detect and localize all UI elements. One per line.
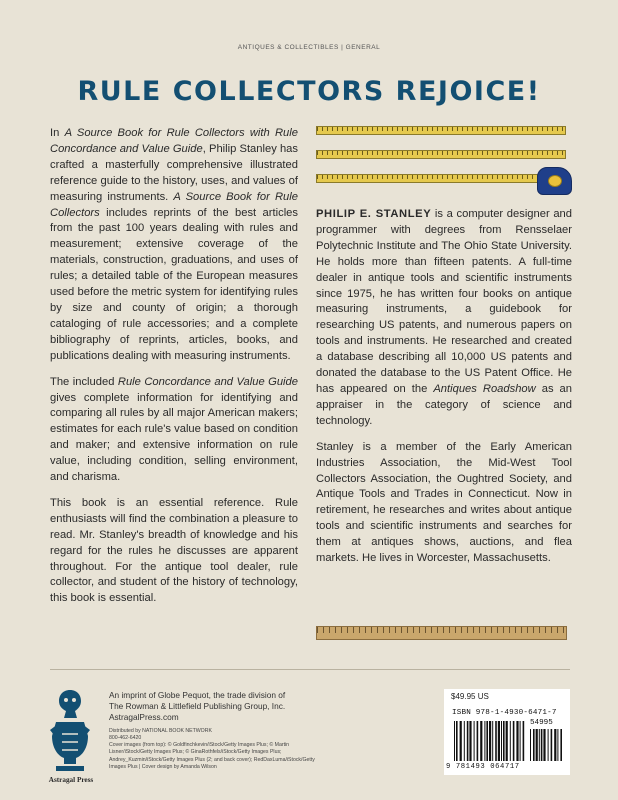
p1-text-a: In (50, 127, 65, 139)
tape-measure-1 (316, 126, 566, 135)
imprint-line-1: An imprint of Globe Pequot, the trade division of (109, 690, 286, 700)
bio1-text-a: is a computer designer and programmer with degrees from Rensselaer Polytechnic Institute and The Ohio State University. He holds more than fifteen patents. A full-time dealer in antique tools and scientific instruments since 1975, he has written four books on antique measuring instruments, a guidebook for researching US patents, and numerous papers on tools and instruments. He researched and created a database describing all 10,000 US patents and donated the database to the US Patent Office. He has appeared on the (316, 208, 572, 395)
barcode-bar (474, 721, 475, 761)
ean-barcode-icon (454, 721, 526, 761)
footer-divider (50, 669, 570, 670)
distributor: Distributed by NATIONAL BOOK NETWORK (109, 728, 212, 734)
barcode-bar (480, 721, 482, 761)
tape-case-knob (548, 175, 562, 187)
price-addon-code: 54995 (530, 719, 553, 727)
barcode-bar (501, 721, 502, 761)
barcode-bar (489, 721, 491, 761)
cover-credits: Cover images (from top): © Goldfinchkevin/iStock/Getty Images Plus; © Martin Lisner/iStock/Getty Images Plus; © GinaRothfels/iStock/Getty Images Plus; Andrey_Kuzmin/iStock/Getty Images Plus (2; and back cover); RedDaxLuma/iStock/Getty Images Plus | Cover design by Amanda Wilson (109, 742, 315, 771)
left-column (50, 126, 298, 617)
barcode-bar (477, 721, 479, 761)
distributor-phone: 800-462-6420 (109, 735, 142, 741)
author-bio-paragraph-2: Stanley is a member of the Early American Industries Association, the Mid-West Tool Collectors Association, the Oughtred Society, and Antique Tools and Trades in Connecticut. Now in retirement, he researches and writes about antique tools and scientific instruments and searches for them at antiques shows, auctions, and flea markets. He lives in Worcester, Massachusetts. (316, 440, 572, 565)
barcode-bar (520, 721, 521, 761)
bio1-text-c: as an appraiser in the category of science and technology. (316, 382, 572, 427)
p2-text-c: gives complete information for identifying and comparing all rules by all major American makers; estimates for each rule's value based on condition and maker; and extensive information on rule value, including condition, selling environment, and charisma. (50, 391, 298, 484)
barcode-bar (506, 721, 508, 761)
p2-guide-title: Rule Concordance and Value Guide (117, 375, 298, 388)
p2-text-a: The included (50, 375, 118, 388)
barcode-bar (495, 721, 497, 761)
barcode-bar (456, 721, 458, 761)
barcode-box (444, 689, 570, 775)
barcode-bar (516, 721, 518, 761)
barcode-bar (498, 721, 500, 761)
barcode-bar (548, 729, 549, 761)
barcode-digits: 9 781493 064717 (446, 763, 520, 771)
barcode-bar (557, 729, 558, 761)
bio1-show-title: Antiques Roadshow (433, 382, 536, 395)
barcode-bar (536, 729, 538, 761)
barcode-bar (539, 729, 540, 761)
addon-barcode-icon (530, 729, 564, 761)
author-bio-paragraph-1 (316, 207, 572, 430)
tape-measure-3 (316, 174, 542, 183)
imprint-block (109, 690, 339, 723)
barcode-bar (492, 721, 493, 761)
right-column (316, 207, 572, 577)
barcode-bar (467, 721, 469, 761)
barcode-bar (464, 721, 465, 761)
barcode-bar (454, 721, 455, 761)
p1-book-title-short: A Source Book for Rule Collectors (50, 190, 298, 219)
p1-text-c: , Philip Stanley has crafted a masterfully comprehensive illustrated reference guide to the history, uses, and values of measuring instruments. (50, 142, 298, 203)
logo-caption: Astragal Press (48, 776, 94, 784)
barcode-bar (560, 729, 562, 761)
barcode-bar (484, 721, 485, 761)
barcode-bar (533, 729, 535, 761)
barcode-bar (530, 729, 531, 761)
description-paragraph-3: This book is an essential reference. Rule enthusiasts will find the combination a pleasure to read. Mr. Stanley's breadth of knowledge and his regard for the rules he discusses are apparent throughout. For the antique tool dealer, rule collector, and student of the history of technology, this book is essential. (50, 496, 298, 605)
price: $49.95 US (451, 692, 489, 701)
category-label: ANTIQUES & COLLECTIBLES | GENERAL (237, 44, 381, 51)
barcode-bar (541, 729, 543, 761)
barcode-bar (486, 721, 488, 761)
barcode-bar (551, 729, 553, 761)
barcode-bar (523, 721, 525, 761)
p1-book-title: A Source Book for Rule Collectors with Rule Concordance and Value Guide (50, 127, 298, 155)
barcode-bar (513, 721, 515, 761)
description-paragraph-2 (50, 375, 298, 486)
imprint-line-2: The Rowman & Littlefield Publishing Group, Inc. (109, 701, 286, 711)
headline (0, 76, 618, 107)
headline-text: RULE COLLECTORS REJOICE! (77, 76, 541, 107)
barcode-bar (469, 721, 471, 761)
tape-measure-case-icon (537, 167, 572, 195)
isbn: ISBN 978-1-4930-6471-7 (452, 709, 557, 717)
barcode-bar (543, 729, 545, 761)
wooden-ruler (316, 626, 567, 640)
barcode-bar (510, 721, 511, 761)
publisher-website: AstragalPress.com (109, 712, 179, 722)
barcode-bar (503, 721, 505, 761)
distribution-info (109, 728, 212, 742)
author-name: PHILIP E. STANLEY (316, 208, 432, 220)
astragal-press-logo-icon (44, 686, 96, 786)
barcode-bar (460, 721, 462, 761)
p1-text-e: includes reprints of the best articles from the past 100 years dealing with rules and measurement; extensive coverage of the materials, construction, graduations, and uses of rules; a detailed table of the European measures used before the metric system for identifying rules by size and county of origin; a thorough cataloging of rule accessories; and a complete bibliography of reprints, articles, books, and publications dealing with measuring instruments. (50, 206, 298, 362)
barcode-bar (554, 729, 556, 761)
description-paragraph-1 (50, 126, 298, 365)
tape-measure-2 (316, 150, 566, 159)
